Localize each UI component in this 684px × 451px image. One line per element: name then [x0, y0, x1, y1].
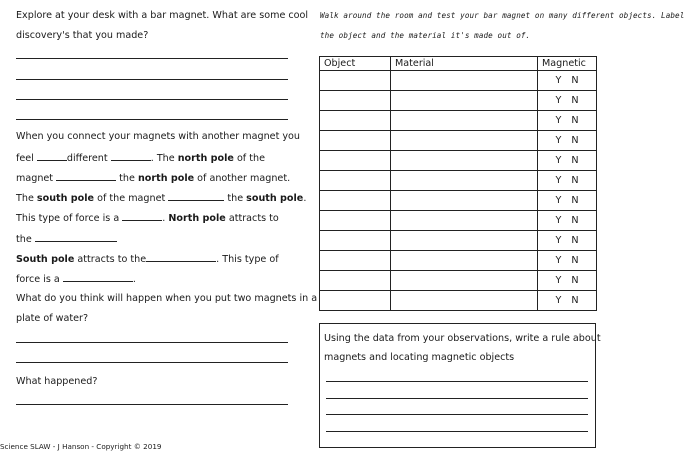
no-option[interactable]: N — [571, 215, 579, 226]
blank-3[interactable] — [56, 171, 116, 181]
magnetic-cell — [538, 131, 597, 151]
blank-7[interactable] — [146, 252, 216, 262]
object-cell[interactable] — [320, 291, 391, 311]
connect-line-6: the — [16, 232, 117, 246]
rule-answer-line-1[interactable] — [326, 381, 588, 382]
material-cell[interactable] — [391, 191, 538, 211]
rule-answer-line-4[interactable] — [326, 431, 588, 432]
object-cell[interactable] — [320, 211, 391, 231]
yes-option[interactable]: Y — [555, 175, 562, 186]
rule-prompt-line1: Using the data from your observations, write a rule about — [324, 333, 601, 344]
object-cell[interactable] — [320, 71, 391, 91]
table-header-row — [320, 57, 597, 71]
connect-line-1: When you connect your magnets with another magnet you — [16, 131, 301, 142]
yes-option[interactable]: Y — [555, 295, 562, 306]
object-cell[interactable] — [320, 231, 391, 251]
header-object: Object — [320, 57, 391, 71]
connect-line-8: force is a . — [16, 274, 136, 285]
no-option[interactable]: N — [571, 75, 579, 86]
table-row — [320, 251, 597, 271]
connect-line-7: South pole attracts to the . This type of — [16, 254, 279, 265]
blank-4[interactable] — [168, 191, 224, 201]
no-option[interactable]: N — [571, 195, 579, 206]
table-row — [320, 231, 597, 251]
no-option[interactable]: N — [571, 235, 579, 246]
table-row — [320, 191, 597, 211]
yes-option[interactable]: Y — [555, 115, 562, 126]
no-option[interactable]: N — [571, 275, 579, 286]
water-answer-line-2[interactable] — [16, 362, 288, 363]
material-cell[interactable] — [391, 91, 538, 111]
object-cell[interactable] — [320, 191, 391, 211]
material-cell[interactable] — [391, 251, 538, 271]
no-option[interactable]: N — [571, 115, 579, 126]
no-option[interactable]: N — [571, 175, 579, 186]
magnetic-cell — [538, 251, 597, 271]
material-cell[interactable] — [391, 291, 538, 311]
header-magnetic: Magnetic — [538, 57, 597, 71]
explore-prompt-line2: discovery's that you made? — [16, 30, 149, 41]
table-row — [320, 91, 597, 111]
material-cell[interactable] — [391, 231, 538, 251]
objects-table — [319, 56, 597, 311]
magnetic-cell — [538, 151, 597, 171]
yes-option[interactable]: Y — [555, 215, 562, 226]
yes-option[interactable]: Y — [555, 135, 562, 146]
object-cell[interactable] — [320, 171, 391, 191]
table-row — [320, 71, 597, 91]
yes-option[interactable]: Y — [555, 255, 562, 266]
water-prompt-line1: What do you think will happen when you put two magnets in a — [16, 293, 318, 304]
blank-8[interactable] — [63, 272, 133, 282]
yes-option[interactable]: Y — [555, 75, 562, 86]
yes-option[interactable]: Y — [555, 155, 562, 166]
object-cell[interactable] — [320, 271, 391, 291]
rule-prompt-line2: magnets and locating magnetic objects — [324, 352, 515, 363]
magnetic-cell — [538, 191, 597, 211]
table-row — [320, 291, 597, 311]
magnetic-cell — [538, 271, 597, 291]
happened-prompt: What happened? — [16, 376, 98, 387]
yes-option[interactable]: Y — [555, 235, 562, 246]
blank-6[interactable] — [35, 232, 117, 242]
copyright-footer: Science SLAW - J Hanson - Copyright © 2019 — [0, 442, 162, 451]
object-cell[interactable] — [320, 91, 391, 111]
magnetic-cell — [538, 211, 597, 231]
object-cell[interactable] — [320, 151, 391, 171]
explore-answer-line-2[interactable] — [16, 79, 288, 80]
material-cell[interactable] — [391, 271, 538, 291]
yes-option[interactable]: Y — [555, 195, 562, 206]
rule-answer-line-3[interactable] — [326, 414, 588, 415]
explore-answer-line-3[interactable] — [16, 99, 288, 100]
yes-option[interactable]: Y — [555, 275, 562, 286]
explore-prompt-line1: Explore at your desk with a bar magnet. What are some cool — [16, 10, 309, 21]
connect-line-4: The south pole of the magnet the south pole. — [16, 193, 307, 204]
rule-answer-line-2[interactable] — [326, 398, 588, 399]
magnetic-cell — [538, 91, 597, 111]
table-row — [320, 271, 597, 291]
table-row — [320, 111, 597, 131]
explore-answer-line-1[interactable] — [16, 58, 288, 59]
material-cell[interactable] — [391, 151, 538, 171]
happened-answer-line-1[interactable] — [16, 404, 288, 405]
material-cell[interactable] — [391, 71, 538, 91]
magnetic-cell — [538, 231, 597, 251]
magnetic-cell — [538, 71, 597, 91]
connect-line-2: feel different . The north pole of the — [16, 153, 265, 164]
no-option[interactable]: N — [571, 135, 579, 146]
object-cell[interactable] — [320, 111, 391, 131]
blank-5[interactable] — [122, 211, 162, 221]
object-cell[interactable] — [320, 131, 391, 151]
magnetic-cell — [538, 291, 597, 311]
material-cell[interactable] — [391, 111, 538, 131]
material-cell[interactable] — [391, 171, 538, 191]
table-instructions-line2: the object and the material it's made out of. — [320, 31, 531, 40]
no-option[interactable]: N — [571, 295, 579, 306]
no-option[interactable]: N — [571, 95, 579, 106]
connect-line-3: magnet the north pole of another magnet. — [16, 173, 291, 184]
no-option[interactable]: N — [571, 255, 579, 266]
header-material: Material — [391, 57, 538, 71]
magnetic-cell — [538, 171, 597, 191]
table-instructions-line1: Walk around the room and test your bar magnet on many different objects. Label — [320, 11, 684, 20]
blank-1[interactable] — [37, 151, 67, 161]
connect-line-5: This type of force is a . North pole attracts to — [16, 213, 279, 224]
water-prompt-line2: plate of water? — [16, 313, 89, 324]
blank-2[interactable] — [111, 151, 151, 161]
table-row — [320, 131, 597, 151]
magnetic-cell — [538, 111, 597, 131]
material-cell[interactable] — [391, 131, 538, 151]
table-row — [320, 171, 597, 191]
yes-option[interactable]: Y — [555, 95, 562, 106]
table-row — [320, 151, 597, 171]
material-cell[interactable] — [391, 211, 538, 231]
explore-answer-line-4[interactable] — [16, 119, 288, 120]
object-cell[interactable] — [320, 251, 391, 271]
water-answer-line-1[interactable] — [16, 342, 288, 343]
no-option[interactable]: N — [571, 155, 579, 166]
table-row — [320, 211, 597, 231]
